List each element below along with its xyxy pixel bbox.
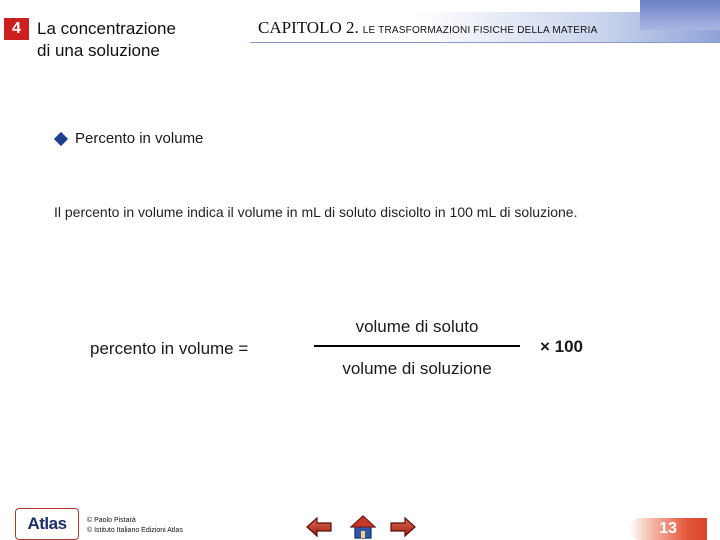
page-number: 13	[659, 520, 677, 537]
formula-denominator: volume di soluzione	[342, 359, 492, 378]
page-number-badge	[629, 518, 707, 540]
atlas-logo	[15, 508, 79, 540]
home-button[interactable]	[348, 514, 378, 540]
section-title-line1: La concentrazione	[37, 19, 176, 38]
credit-line-publisher: © Istituto Italiano Edizioni Atlas	[87, 527, 183, 534]
chapter-heading	[258, 18, 597, 38]
arrow-right-icon	[389, 516, 417, 538]
logo-text: Atlas	[27, 514, 67, 533]
bullet-heading	[56, 130, 203, 147]
previous-slide-button[interactable]	[304, 514, 334, 540]
formula-multiplier: × 100	[540, 337, 584, 356]
chapter-label: CAPITOLO 2.	[258, 18, 359, 37]
corner-decoration	[640, 0, 720, 30]
diamond-bullet-icon	[54, 131, 68, 145]
credit-line-author: © Paolo Pistarà	[87, 517, 136, 524]
fraction-bar	[314, 345, 520, 347]
arrow-left-icon	[305, 516, 333, 538]
chapter-header-divider	[250, 42, 720, 43]
formula-numerator: volume di soluto	[355, 317, 479, 336]
next-slide-button[interactable]	[388, 514, 418, 540]
formula-label: percento in volume =	[90, 339, 249, 358]
bullet-heading-text: Percento in volume	[75, 130, 204, 147]
section-number-badge: 4	[4, 18, 29, 40]
chapter-subtitle: LE TRASFORMAZIONI FISICHE DELLA MATERIA	[362, 25, 598, 36]
section-title-line2: di una soluzione	[37, 41, 160, 60]
credits	[87, 516, 183, 536]
home-icon	[349, 514, 377, 540]
section-title	[37, 18, 176, 62]
definition-text: Il percento in volume indica il volume in mL di soluto disciolto in 100 mL di soluzione.	[54, 204, 578, 220]
